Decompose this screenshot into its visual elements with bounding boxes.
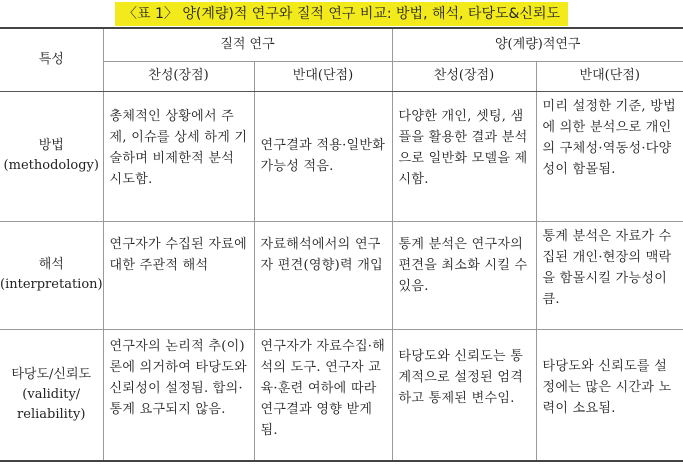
qual-pro-text: 연구자의 논리적 추(이)론에 의거하여 타당도와 신뢰성이 설정됨. 합의·통계 요구되지 않음.	[109, 338, 247, 417]
quant-con-text: 통계 분석은 자료가 수집된 개인·현장의 맥락을 함몰시킬 가능성이 큼.	[542, 228, 672, 307]
header-row-2	[0, 61, 683, 91]
quant-con-text: 타당도와 신뢰도를 설정에는 많은 시간과 노력이 소요됨.	[542, 358, 672, 416]
qual-con-text: 연구자가 자료수집·해석의 도구. 연구자 교육·훈련 여하에 따라 연구결과 영향 받게 됨.	[260, 338, 386, 438]
header-quant-con: 반대(단점)	[536, 61, 683, 91]
table-row-validity	[0, 329, 683, 461]
feature-label-en: (interpretation)	[0, 277, 103, 292]
header-quantitative: 양(계량)적연구	[392, 28, 683, 61]
feature-label-en: (methodology)	[3, 158, 99, 173]
qual-con-text: 연구결과 적용·일반화 가능성 적음.	[260, 138, 386, 174]
feature-cell	[0, 329, 103, 461]
comparison-table	[0, 27, 683, 462]
feature-label: 타당도/신뢰도	[11, 366, 92, 382]
header-row-1	[0, 28, 683, 61]
caption-text: 〈표 1〉 양(계량)적 연구와 질적 연구 비교: 방법, 해석, 타당도&신뢰도	[115, 2, 568, 26]
table-row-interpretation	[0, 221, 683, 329]
header-qualitative: 질적 연구	[103, 28, 392, 61]
quant-pro-text: 다양한 개인, 셋팅, 샘플을 활용한 결과 분석으로 일반화 모델을 제시함.	[398, 108, 528, 187]
header-feature: 특성	[0, 28, 103, 91]
qual-pro-text: 연구자가 수집된 자료에 대한 주관적 해석	[109, 236, 247, 273]
feature-cell	[0, 91, 103, 221]
quant-con-text: 미리 설정한 기준, 방법에 의한 분석으로 개인의 구체성·역동성·다양성이 함몰됨.	[542, 98, 676, 177]
quant-pro-text: 타당도와 신뢰도는 통계적으로 설정된 엄격하고 통제된 변수임.	[398, 348, 524, 406]
feature-cell	[0, 221, 103, 329]
qual-pro-text: 총체적인 상황에서 주제, 이슈를 상세 하게 기술하며 비제한적 분석 시도함.	[109, 108, 248, 187]
table-row-methodology	[0, 91, 683, 221]
feature-label: 해석	[38, 257, 64, 272]
header-qual-pro: 찬성(장점)	[103, 61, 254, 91]
feature-label-en: (validity/	[22, 386, 81, 402]
header-quant-pro: 찬성(장점)	[392, 61, 536, 91]
quant-pro-text: 통계 분석은 연구자의 편견을 최소화 시킬 수 있음.	[398, 236, 528, 294]
qual-con-text: 자료해석에서의 연구자 편견(영향)력 개입	[260, 236, 383, 273]
header-qual-con: 반대(단점)	[254, 61, 392, 91]
feature-label-en-2: reliability)	[17, 406, 86, 422]
feature-label: 방법	[38, 138, 64, 153]
table-caption	[0, 0, 683, 26]
